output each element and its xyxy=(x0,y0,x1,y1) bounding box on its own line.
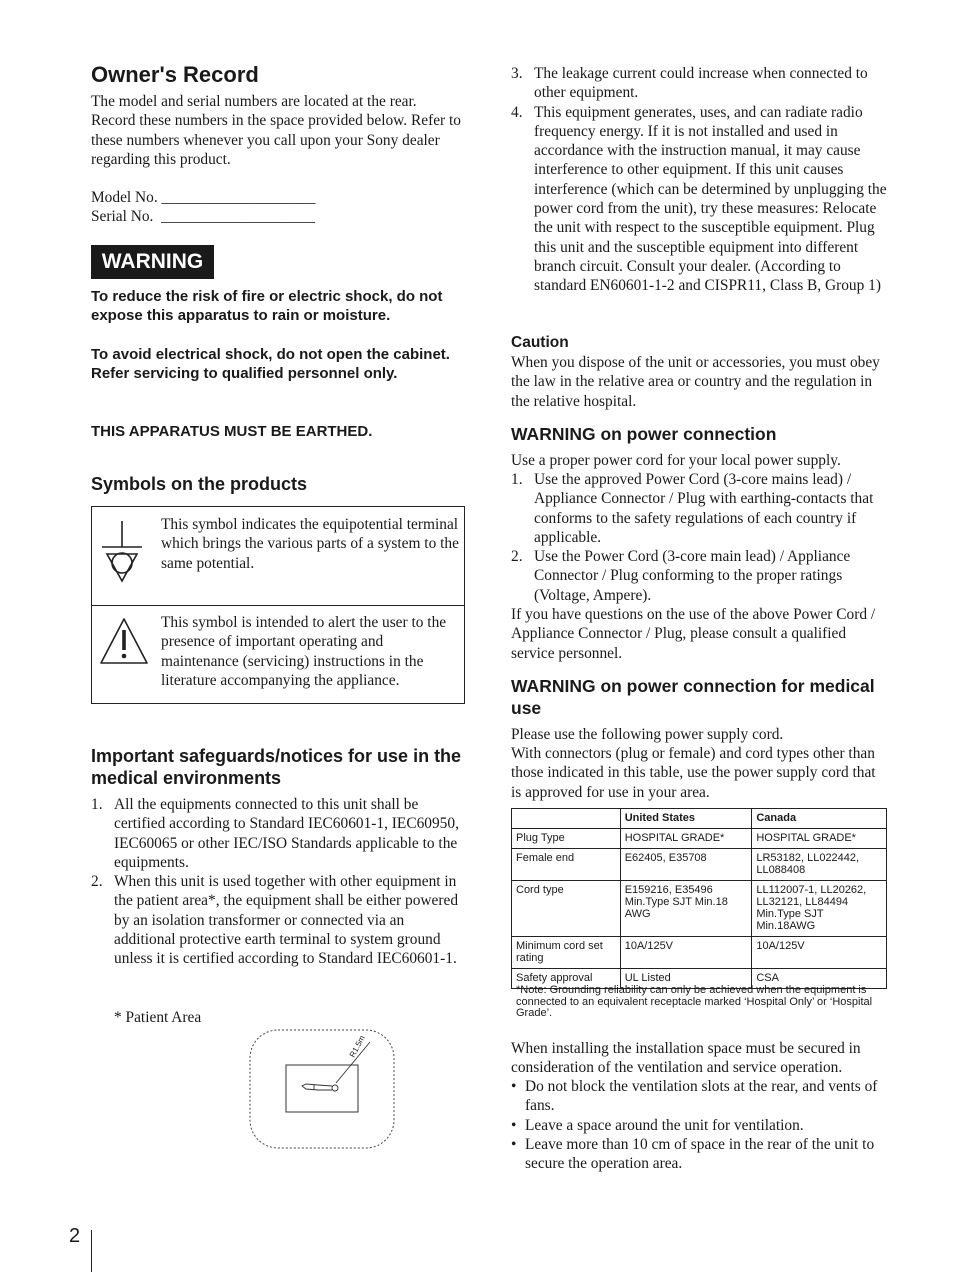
list-item: 2. When this unit is used together with other equipment in the patient area*, the equipment shall be either powered by an isolation transformer or connected via an additional protective earth terminal to system ground unless it is certified according to Standard IEC60601-1. xyxy=(91,873,459,968)
install-bullets xyxy=(511,1077,887,1173)
symbol2-text: This symbol is intended to alert the user to the presence of important operating and maintenance (servicing) instructions in the literature accompanying the appliance. xyxy=(161,614,447,689)
symbol-row-equipotential xyxy=(92,507,464,605)
caution-text: When you dispose of the unit or accessories, you must obey the law in the relative area or country and the regulation in the relative hospital. xyxy=(511,354,880,410)
medical-power-heading: WARNING on power connection for medical use xyxy=(511,676,875,718)
list-item: 4. This equipment generates, uses, and can radiate radio frequency energy. If it is not installed and used in accordance with the instruction manual, it may cause interference to other equipment. If this unit causes interference (which can be determined by unplugging the power cord from the unit), try these measures: Relocate the unit with respect to the susceptible equipment. Plug this unit and the susceptible equipment into different branch circuit. Consult your dealer. (According to standard EN60601-1-2 and CISPR11, Class B, Group 1) xyxy=(511,103,887,295)
table-row: Minimum cord set rating 10A/125V 10A/125V xyxy=(512,937,887,969)
patient-area-label: * Patient Area xyxy=(114,1009,202,1026)
list-item: • Do not block the ventilation slots at the rear, and vents of fans. xyxy=(511,1078,878,1115)
table-row: Plug Type HOSPITAL GRADE* HOSPITAL GRADE* xyxy=(512,829,887,849)
power-cord-table xyxy=(511,808,887,989)
patient-area-diagram xyxy=(248,1028,396,1150)
power-list xyxy=(511,470,887,605)
warning-text-earthed: THIS APPARATUS MUST BE EARTHED. xyxy=(91,423,373,440)
table-row: Safety approval UL Listed CSA xyxy=(512,969,887,989)
table-row: Female end E62405, E35708 LR53182, LL022442, LL088408 xyxy=(512,849,887,881)
warning-text-shock: To avoid electrical shock, do not open the cabinet. Refer servicing to qualified personnel only. xyxy=(91,346,450,383)
safeguards-heading: Important safeguards/notices for use in the medical environments xyxy=(91,746,462,788)
radius-label: R1.5m xyxy=(347,1033,367,1059)
symbols-table xyxy=(91,506,465,704)
safeguards-list-continued xyxy=(511,64,887,296)
list-item: 3. The leakage current could increase when connected to other equipment. xyxy=(511,65,868,102)
table-note: *Note: Grounding reliability can only be achieved when the equipment is connected to an equivalent receptacle marked ‘Hospital Only’ or ‘Hospital Grade’. xyxy=(516,984,873,1019)
install-text: When installing the installation space must be secured in consideration of the ventilation and service operation. xyxy=(511,1040,861,1077)
owners-record-title: Owner's Record xyxy=(91,62,259,87)
owners-record-text: The model and serial numbers are located at the rear. Record these numbers in the space provided below. Refer to these numbers whenever you call upon your Sony dealer regarding this product. xyxy=(91,93,461,168)
list-item: • Leave a space around the unit for ventilation. xyxy=(511,1116,804,1134)
medical-text-2: With connectors (plug or female) and cord types other than those indicated in this table, use the power supply cord that is approved for use in your area. xyxy=(511,745,876,801)
model-no-line: Model No. ____________________ xyxy=(91,189,316,206)
list-item: • Leave more than 10 cm of space in the rear of the unit to secure the operation area. xyxy=(511,1135,875,1173)
power-outro: If you have questions on the use of the above Power Cord / Appliance Connector / Plug, please consult a qualified service personnel. xyxy=(511,606,876,662)
symbol-row-caution xyxy=(92,606,464,704)
symbol1-text: This symbol indicates the equipotential terminal which brings the various parts of a system to the same potential. xyxy=(161,516,459,572)
warning-text-moisture: To reduce the risk of fire or electric shock, do not expose this apparatus to rain or moisture. xyxy=(91,288,443,325)
power-connection-heading: WARNING on power connection xyxy=(511,424,777,444)
caution-triangle-icon xyxy=(98,616,150,666)
page-divider xyxy=(91,1230,92,1272)
list-item: 2. Use the Power Cord (3-core main lead) / Appliance Connector / Plug conforming to the proper ratings (Voltage, Ampere). xyxy=(511,548,851,604)
warning-label: WARNING xyxy=(91,245,214,279)
serial-no-line: Serial No. ____________________ xyxy=(91,208,316,225)
medical-text-1: Please use the following power supply cord. xyxy=(511,726,784,743)
table-header-row: United States Canada xyxy=(512,809,887,829)
safeguards-list xyxy=(91,795,465,969)
caution-heading: Caution xyxy=(511,334,569,351)
patient-icon xyxy=(302,1084,338,1091)
equipotential-icon xyxy=(100,519,144,585)
power-intro: Use a proper power cord for your local power supply. xyxy=(511,452,841,469)
table-row: Cord type E159216, E35496 Min.Type SJT Min.18 AWG LL112007-1, LL20262, LL32121, LL84494 Min.Type SJT Min.18AWG xyxy=(512,881,887,937)
list-item: 1. All the equipments connected to this unit shall be certified according to Standard IEC60601-1, IEC60950, IEC60065 or other IEC/ISO Standards applicable to the equipments. xyxy=(91,796,459,871)
list-item: 1. Use the approved Power Cord (3-core mains lead) / Appliance Connector / Plug with earthing-contacts that conforms to the safety regulations of each country if applicable. xyxy=(511,471,874,546)
symbols-heading: Symbols on the products xyxy=(91,474,308,494)
page-number: 2 xyxy=(69,1225,81,1247)
